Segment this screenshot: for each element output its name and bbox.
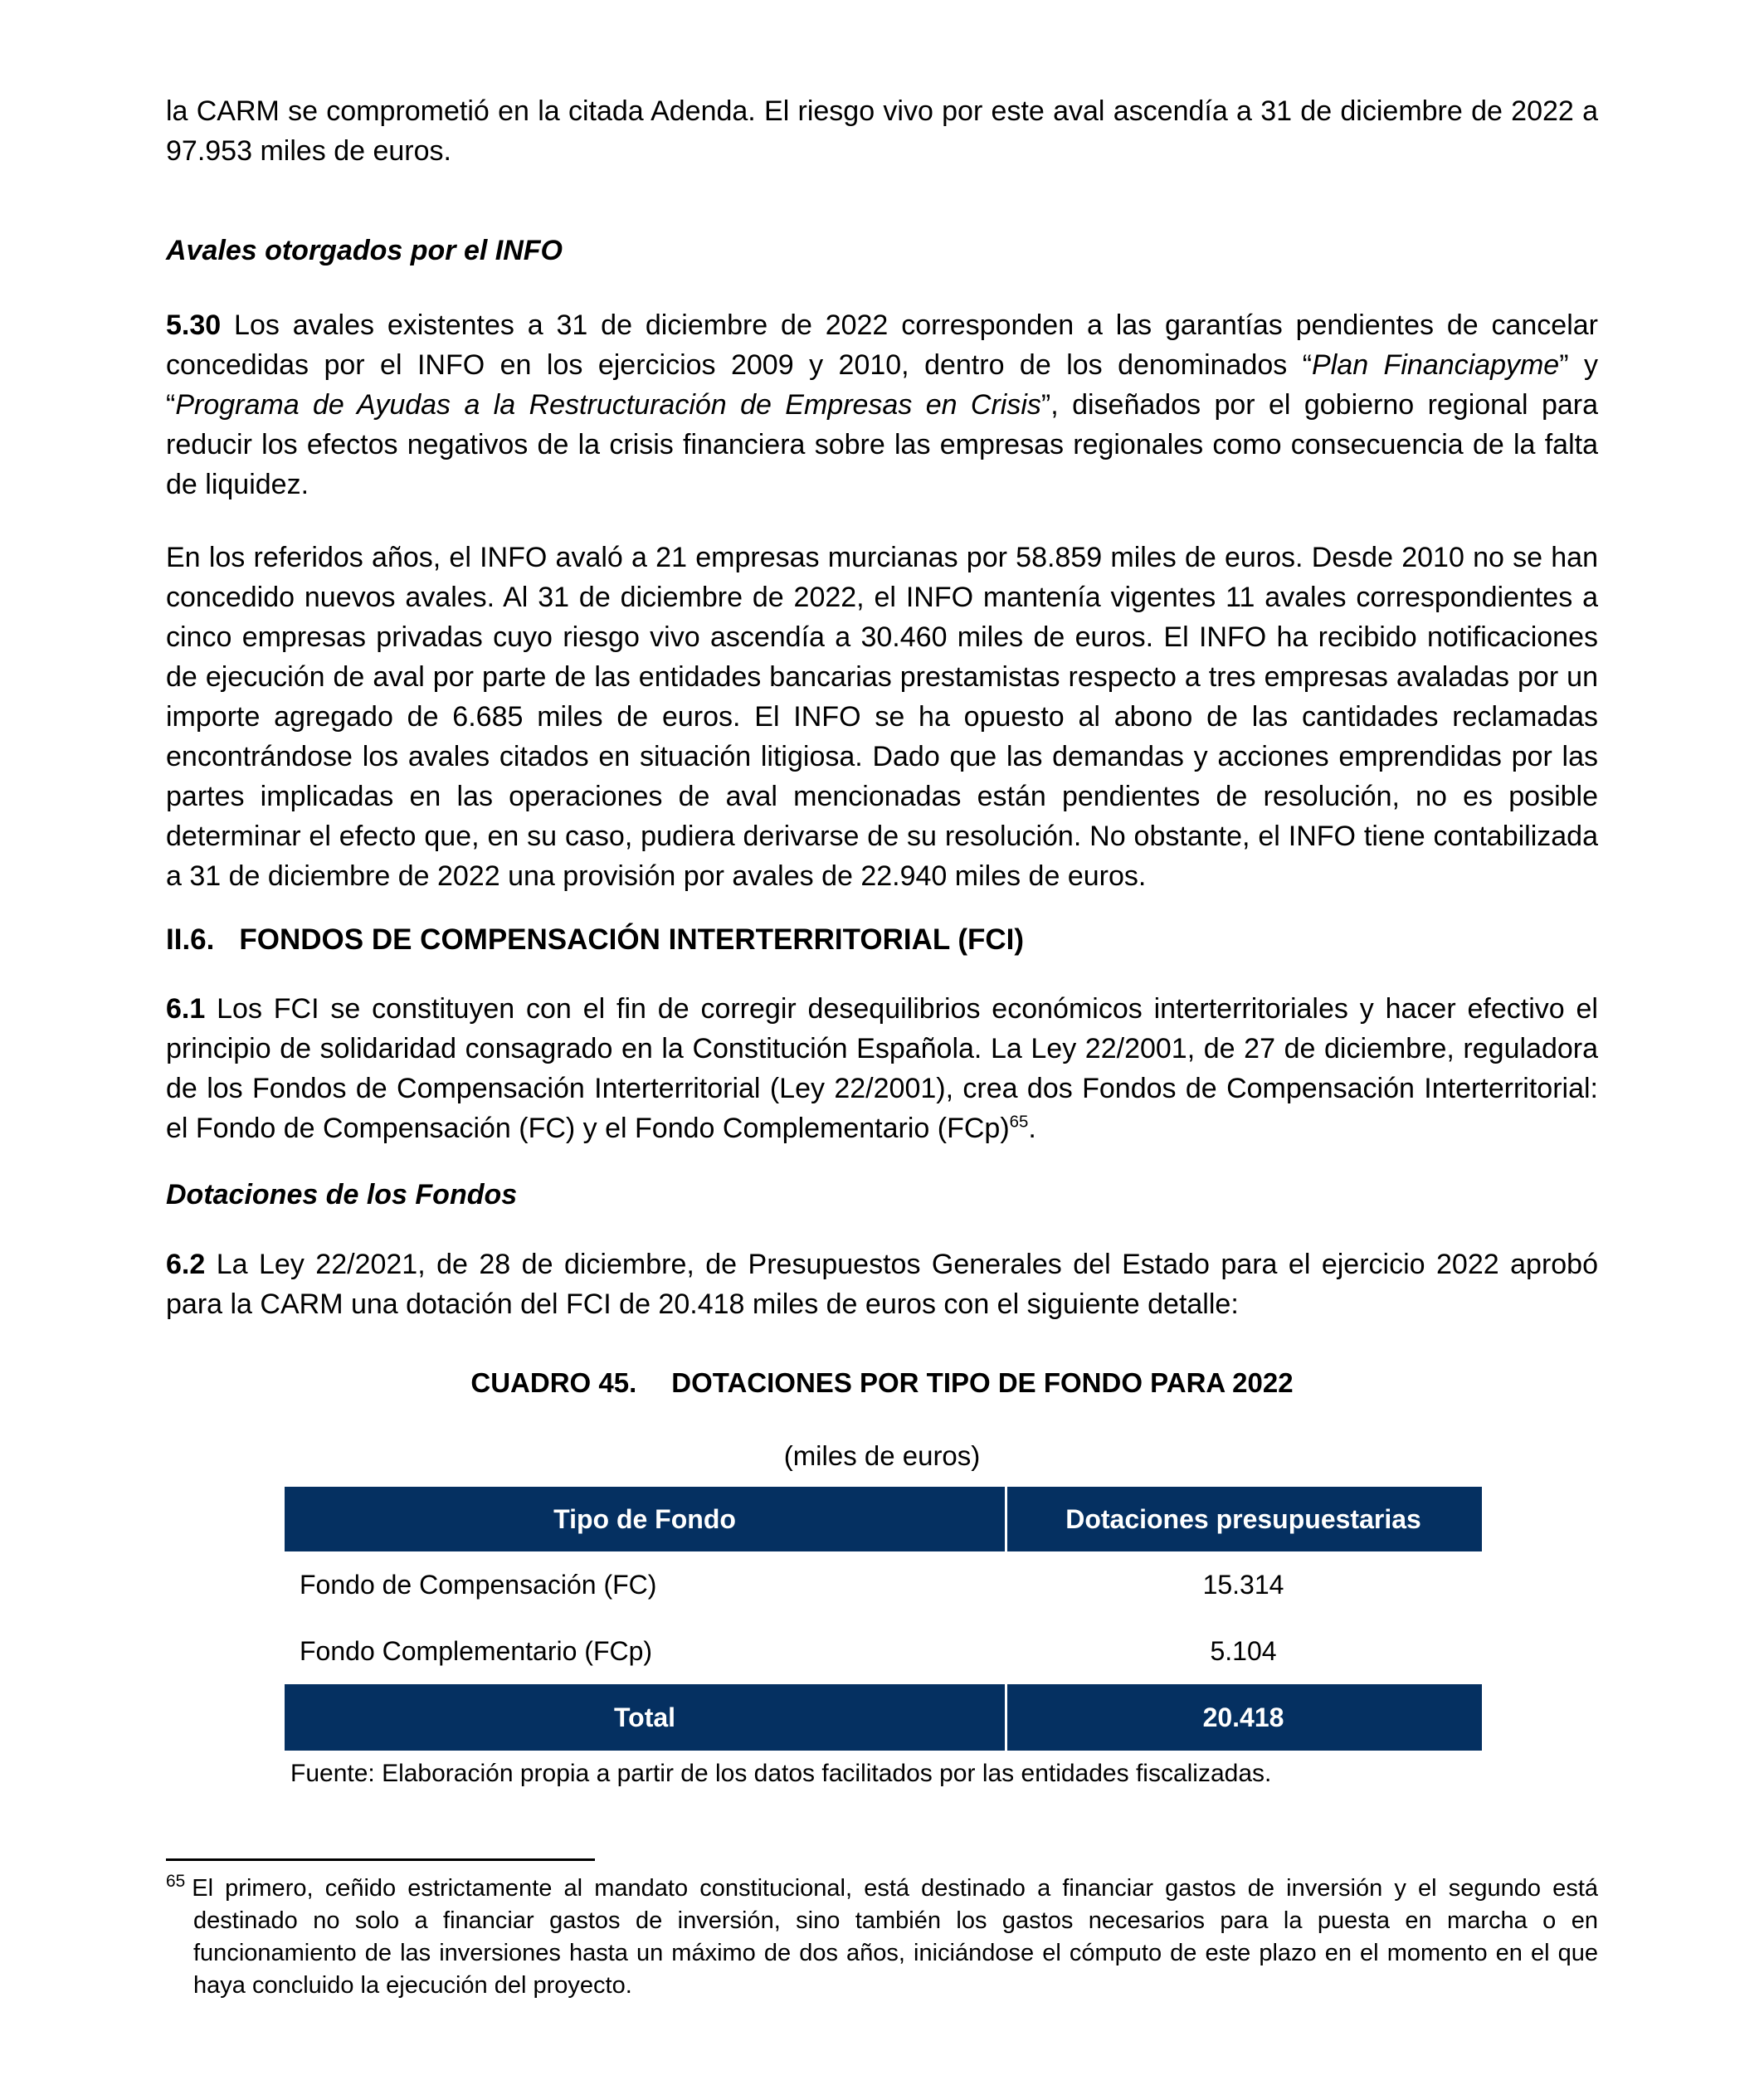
table-header-tipo-de-fondo: Tipo de Fondo (553, 1503, 736, 1534)
paragraph-number-5-30: 5.30 (166, 309, 222, 341)
table-source-note: Fuente: Elaboración propia a partir de los datos facilitados por las entidades fiscalizadas. (290, 1760, 1272, 1787)
paragraph-aval-detail: En los referidos años, el INFO avaló a 21 empresas murcianas por 58.859 miles de euros. Desde 2010 no se han concedido nuevos avales. Al 31 de diciembre de 2022, el INFO mantenía vigentes 11 avales correspondientes a cinco empresas privadas cuyo riesgo vivo ascendía a 30.460 miles de euros. El INFO ha recibido notificaciones de ejecución de aval por parte de las entidades bancarias prestamistas respecto a tres empresas avaladas por un importe agregado de 6.685 miles de euros. El INFO se ha opuesto al abono de las cantidades reclamadas encontrándose los avales citados en situación litigiosa. Dado que las demandas y acciones emprendidas por las partes implicadas en las operaciones de aval mencionadas están pendientes de resolución, no es posible determinar el efecto que, en su caso, pudiera derivarse de su resolución. No obstante, el INFO tiene contabilizada a 31 de diciembre de 2022 una provisión por avales de 22.940 miles de euros. (166, 542, 1598, 892)
paragraph-5-30-italic-programa: Programa de Ayudas a la Restructuración de Empresas en Crisis (175, 389, 1041, 421)
footnote-reference-65: 65 (1009, 1113, 1029, 1132)
paragraph-5-30-text-3: ”, diseñados por el gobierno regional para reducir los efectos negativos de la crisis financiera sobre las empresas regionales como consecuencia de la falta de liquidez. (166, 389, 1598, 500)
table-units-label: (miles de euros) (783, 1440, 981, 1471)
heading-avales-info: Avales otorgados por el INFO (166, 235, 563, 266)
footnote-number: 65 (166, 1872, 186, 1892)
section-title: FONDOS DE COMPENSACIÓN INTERTERRITORIAL (FCI) (239, 923, 1025, 956)
paragraph-6-1 (166, 989, 1598, 1148)
table-caption-title: DOTACIONES POR TIPO DE FONDO PARA 2022 (671, 1367, 1294, 1398)
table-header-dotaciones: Dotaciones presupuestarias (1005, 1487, 1479, 1551)
heading-section-ii6 (166, 919, 1598, 961)
table-row (285, 1618, 1482, 1684)
dotaciones-table (285, 1487, 1482, 1751)
table-header-row (285, 1487, 1482, 1551)
paragraph-6-2-text: La Ley 22/2021, de 28 de diciembre, de Presupuestos Generales del Estado para el ejercicio 2022 aprobó para la CARM una dotación del FCI de 20.418 miles de euros con el siguiente detalle: (166, 1249, 1598, 1320)
paragraph-5-30-italic-plan: Plan Financiapyme (1312, 349, 1560, 381)
table-caption (166, 1364, 1598, 1402)
table-total-row (285, 1684, 1482, 1751)
paragraph-6-2 (166, 1245, 1598, 1324)
footnote-text: El primero, ceñido estrictamente al mandato constitucional, está destinado a financiar gastos de inversión y el segundo está destinado no solo a financiar gastos de inversión, sino también los gastos necesarios para la puesta en marcha o en funcionamiento de las inversiones hasta un máximo de dos años, iniciándose el cómputo de este plazo en el momento en el que haya concluido la ejecución del proyecto. (192, 1875, 1598, 1999)
heading-dotaciones-fondos: Dotaciones de los Fondos (166, 1179, 518, 1210)
table-cell-fondo-compensacion: Fondo de Compensación (FC) (300, 1569, 657, 1600)
paragraph-5-30-text-2: ” y “ (166, 349, 1598, 421)
intro-paragraph: la CARM se comprometió en la citada Adenda. El riesgo vivo por este aval ascendía a 31 de diciembre de 2022 a 97.953 miles de euros. (166, 95, 1598, 167)
footnote-separator (166, 1858, 595, 1861)
table-caption-number: CUADRO 45. (470, 1367, 637, 1398)
paragraph-number-6-2: 6.2 (166, 1249, 206, 1280)
table-total-label: Total (613, 1702, 676, 1732)
paragraph-number-6-1: 6.1 (166, 993, 206, 1025)
footnote-65 (166, 1873, 1598, 2002)
paragraph-6-1-text: Los FCI se constituyen con el fin de corregir desequilibrios económicos interterritoriales y hacer efectivo el principio de solidaridad consagrado en la Constitución Española. La Ley 22/2001, de 27 de diciembre, reguladora de los Fondos de Compensación Interterritorial (Ley 22/2001), crea dos Fondos de Compensación Interterritorial: el Fondo de Compensación (FC) y el Fondo Complementario (FCp) (166, 993, 1598, 1144)
table-total-value: 20.418 (1005, 1684, 1479, 1751)
table-row (285, 1551, 1482, 1618)
section-number: II.6. (166, 923, 215, 956)
paragraph-5-30 (166, 305, 1598, 504)
paragraph-5-30-text-1: Los avales existentes a 31 de diciembre de 2022 corresponden a las garantías pendientes de cancelar concedidas por el INFO en los ejercicios 2009 y 2010, dentro de los denominados “ (166, 309, 1598, 381)
table-cell-fondo-complementario: Fondo Complementario (FCp) (300, 1635, 653, 1666)
table-cell-fondo-compensacion-value: 15.314 (1202, 1569, 1284, 1600)
paragraph-6-1-period: . (1028, 1113, 1036, 1144)
table-cell-fondo-complementario-value: 5.104 (1210, 1635, 1277, 1666)
